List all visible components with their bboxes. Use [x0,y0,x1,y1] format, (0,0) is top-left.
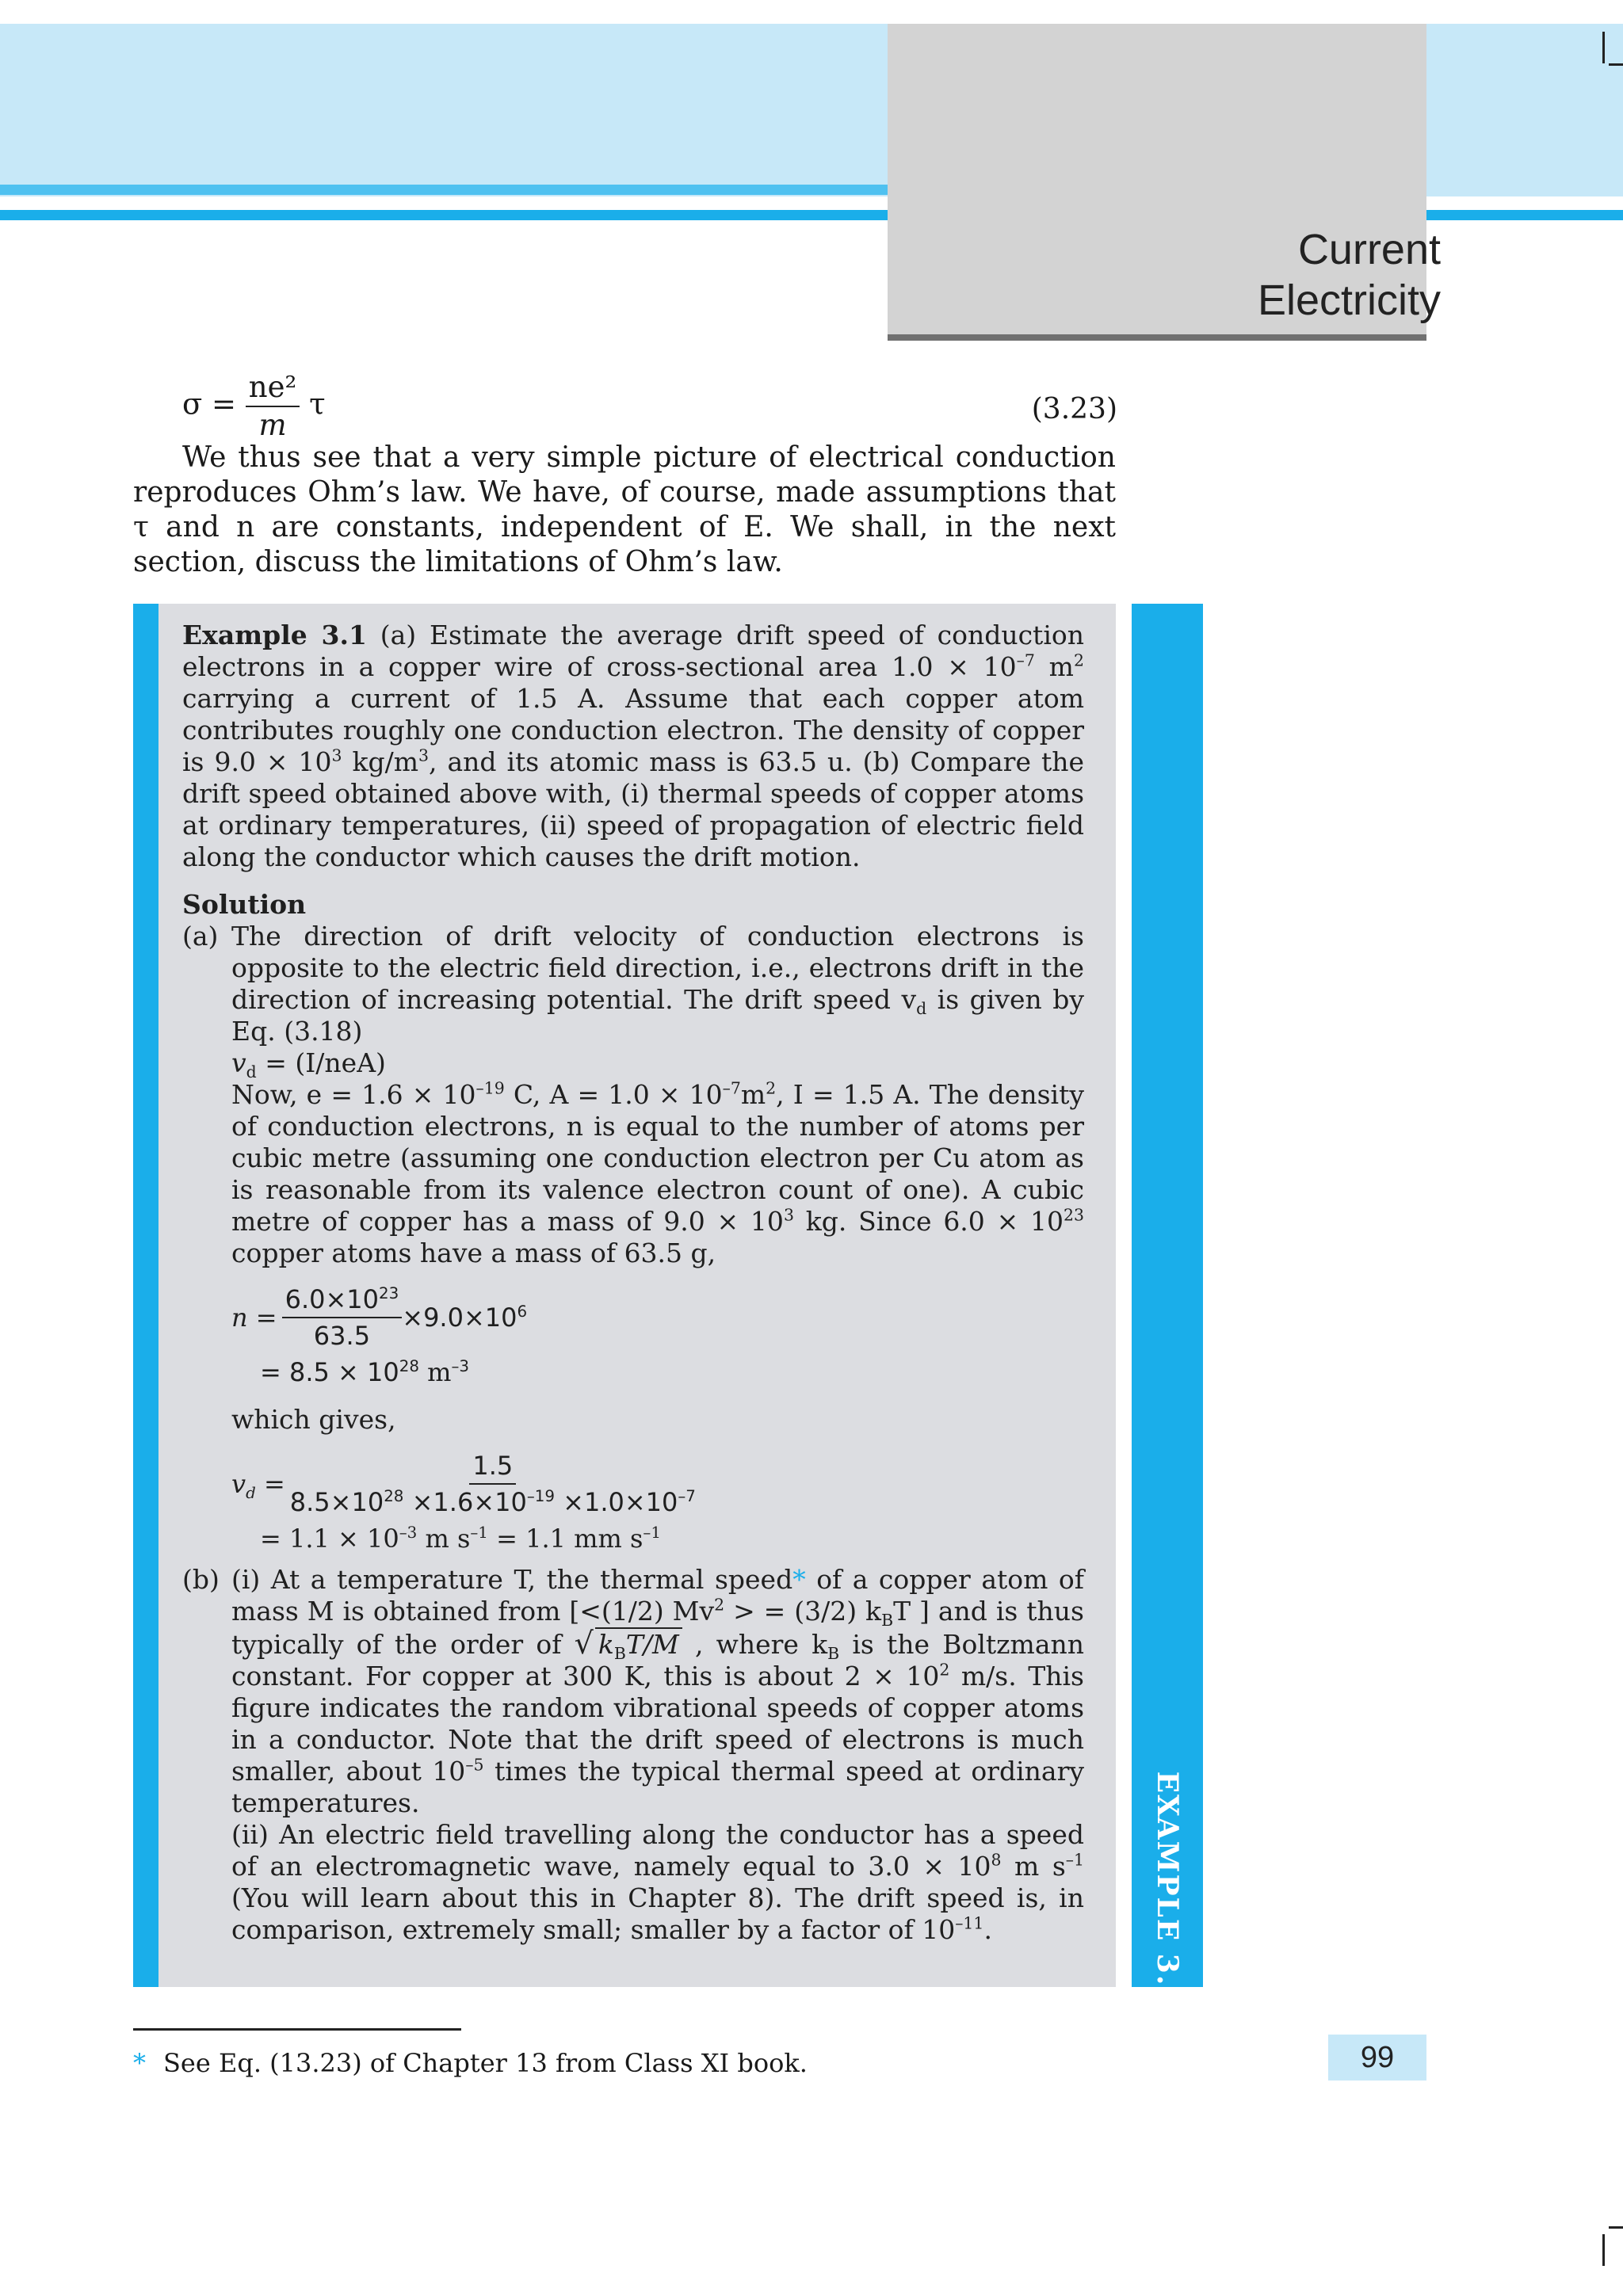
question-text: , and its atomic mass is 63.5 u. (b) Compare the drift speed obtained above with, (i) thermal speeds of copper atoms at ordinary temperatures, (ii) speed of propagation of electric field along the conductor which causes the drift motion. [182,746,1084,872]
intro-text: We thus see that a very simple picture of electrical conduction reproduces Ohm’s law. We have, of course, made assumptions that τ and n are constants, independent of E. We shall, in the next section, discuss the limitations of Ohm’s law. [133,441,1116,578]
part-b-text: (i) At a temperature T, the thermal speed [231,1564,793,1595]
den-part: 8.5×10 [289,1487,384,1517]
solution-heading: Solution [182,889,307,920]
vd-symbol: v [231,1469,246,1499]
exponent: 28 [384,1487,404,1506]
exponent: –19 [475,1078,505,1098]
n-eq-denominator: 63.5 [313,1321,371,1351]
exponent: 2 [1073,650,1084,670]
equation-3-23 [182,369,1117,448]
part-a-text [231,921,1084,1047]
part-b-text: m s [1001,1851,1066,1882]
subscript: B [827,1644,840,1664]
part-b-text: of a copper atom of mass M is obtained from [<(1/2) Mv [231,1564,1084,1627]
chapter-title-line2: Electricity [1257,277,1441,324]
part-a-values [231,1079,1084,1269]
exponent: 23 [1064,1205,1085,1225]
exponent: –1 [1065,1850,1084,1870]
exponent: 8 [991,1850,1002,1870]
footnote-text: See Eq. (13.23) of Chapter 13 from Class XI book. [163,2048,808,2078]
n-equation [231,1282,1084,1388]
vd-eq-fraction [290,1448,696,1520]
subscript: B [881,1611,894,1630]
exponent: –7 [1016,650,1035,670]
subscript: d [916,999,927,1019]
subscript: d [246,1062,257,1082]
example-left-bar [133,604,158,1987]
n-eq-rhs-text: ×9.0×10 [402,1302,517,1333]
which-gives: which gives, [231,1404,396,1435]
values-text: kg. Since 6.0 × 10 [793,1206,1064,1237]
values-text: copper atoms have a mass of 63.5 g, [231,1238,716,1268]
part-a-label: (a) [182,921,219,952]
equation-denominator: m [258,408,287,442]
equation-lhs: σ = [182,387,237,421]
vd-eq-numerator: 1.5 [469,1448,516,1485]
part-b-text: , where k [682,1629,828,1660]
sqrt-icon: √ [574,1626,594,1661]
n-eq-numerator [282,1282,403,1318]
exponent: 23 [379,1284,399,1303]
vd-eq-denominator [290,1485,696,1520]
vd-result-text: = 1.1 mm s [487,1524,643,1554]
exponent: 3 [331,746,342,765]
subscript: d [246,1483,256,1502]
part-a-sentence: The direction of drift velocity of conduction electrons is opposite to the electric field direction, i.e., electrons drift in the direction of increasing potential. The drift speed v [231,921,1084,1015]
exponent: 2 [939,1660,950,1680]
part-b-text: (You will learn about this in Chapter 8). The drift speed is, in comparison, extremely small; smaller by a factor of 10 [231,1882,1084,1945]
n-eq-num-text: 6.0×10 [285,1284,380,1314]
part-b-text: is the Boltzmann constant. For copper at 300 K, this is about 2 × 10 [231,1629,1085,1691]
equation-numerator: ne² [246,369,300,407]
part-b-text: m/s. This figure indicates the random vibrational speeds of copper atoms in a conductor. Note that the drift speed of electrons is much smaller, about 10 [231,1661,1084,1787]
footnote-marker: * [792,1564,806,1595]
part-b-ii [231,1819,1084,1946]
den-part: ×1.6×10 [403,1487,527,1517]
part-b-text: (ii) An electric field travelling along the conductor has a speed of an electromagnetic wave, namely equal to 3.0 × 10 [231,1819,1084,1882]
vd-result-text: = 1.1 × 10 [260,1524,399,1554]
n-result-unit: m [418,1357,452,1387]
exponent: 3 [418,746,430,765]
sqrt-rest: T/M [625,1629,679,1660]
question-text: (a) Estimate the average drift speed of conduction electrons in a copper wire of cross-sectional area 1.0 × 10 [182,620,1084,682]
exponent: –5 [465,1755,484,1775]
vd-result-unit: m s [417,1524,471,1554]
exponent: –11 [955,1913,984,1933]
crop-mark-bottom-vertical [1602,2234,1605,2266]
values-text: , I = 1.5 A. The density of conduction electrons, n is equal to the number of atoms per cubic metre (assuming one conduction electron per Cu atom as is reasonable from its valence electron count of one). A cubic metre of copper has a mass of 9.0 × 10 [231,1079,1084,1237]
n-eq-fraction [282,1282,403,1353]
footnote [133,2048,808,2078]
values-text: C, A = 1.0 × 10 [504,1079,723,1110]
crop-mark-bottom-horizontal [1609,2226,1623,2229]
exponent: 3 [783,1205,794,1225]
solution-part-a [182,921,1084,1269]
n-result-text: = 8.5 × 10 [260,1357,399,1387]
n-eq-rhs [402,1302,527,1333]
exponent: –7 [678,1487,696,1506]
solution-part-b [182,1564,1084,1946]
vd-eq-result [260,1523,1084,1554]
part-b-text: > = (3/2) k [724,1596,882,1627]
n-eq-result [260,1356,1084,1388]
footnote-rule [133,2028,461,2031]
sqrt-radicand [595,1627,682,1664]
exponent: –3 [451,1357,470,1376]
exponent: –3 [399,1524,418,1543]
crop-mark-top-vertical [1602,32,1605,63]
vd-formula-text: = (I/neA) [256,1047,386,1078]
subscript: B [613,1644,626,1664]
question-text: carrying a current of 1.5 A. Assume that each copper atom contributes roughly one conduction electron. The density of copper is 9.0 × 10 [182,683,1084,777]
den-part: ×1.0×10 [554,1487,678,1517]
vd-formula: $v_d = (I/neA)$ [231,1047,386,1082]
part-b-text: . [983,1914,992,1945]
part-b-i [231,1564,1084,1819]
exponent: –1 [643,1524,661,1543]
values-text: m [740,1079,766,1110]
part-b-text: T ] and is thus typically of the order of [231,1596,1084,1660]
example-side-label: EXAMPLE 3.1 [1151,1771,1184,2008]
footnote-star: * [133,2048,146,2078]
chapter-title [1124,224,1441,326]
exponent: 6 [517,1302,528,1322]
sqrt-k: k [598,1629,614,1660]
example-heading: Example 3.1 [182,620,367,650]
exponent: 2 [714,1595,725,1615]
equals-sign: = [255,1469,285,1499]
exponent: 28 [399,1357,419,1376]
part-b-label: (b) [182,1564,220,1595]
equation-rhs: τ [309,387,326,421]
values-text: Now, e = 1.6 × 10 [231,1079,476,1110]
equation-number: (3.23) [1031,393,1117,425]
example-content [182,620,1084,1946]
exponent: –7 [722,1078,741,1098]
intro-paragraph [133,441,1116,580]
part-a-sentence: is given by Eq. (3.18) [231,984,1084,1047]
n-eq-lhs: n = [231,1302,277,1333]
crop-mark-top-horizontal [1609,63,1623,66]
page-number: 99 [1328,2035,1426,2081]
question-text: m [1034,651,1074,682]
example-question [182,620,1084,873]
chapter-title-line1: Current [1297,226,1441,273]
exponent: 2 [766,1078,777,1098]
equation-fraction [246,369,300,444]
vd-equation [231,1448,1084,1554]
question-text: kg/m [342,746,418,777]
header-stripe-light [0,185,888,195]
vd-eq-lhs [231,1468,285,1500]
exponent: –19 [526,1487,555,1506]
part-b-text: times the typical thermal speed at ordinary temperatures. [231,1756,1084,1818]
exponent: –1 [470,1524,488,1543]
